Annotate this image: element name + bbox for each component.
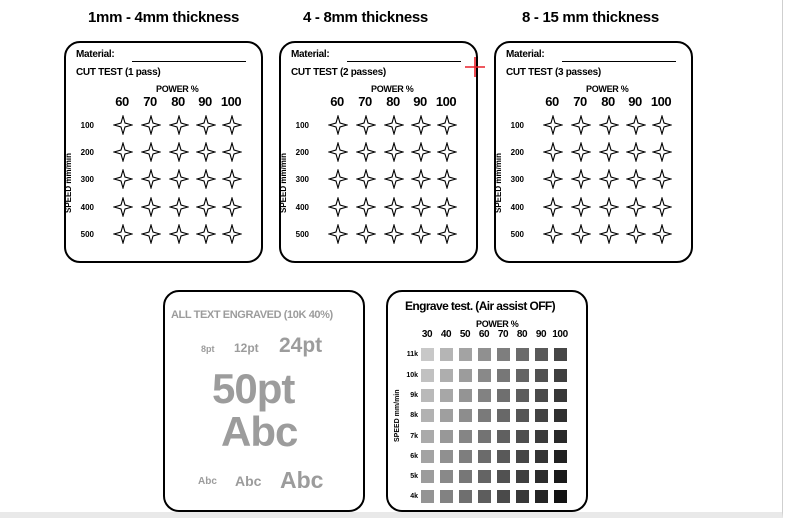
cut-star-icon [384,115,404,135]
engrave-swatch [554,430,567,443]
cut-star-icon [196,169,216,189]
cut-star-icon [652,115,672,135]
engrave-swatch [459,490,472,503]
cut-star-icon [196,115,216,135]
cut-star-icon [356,142,376,162]
cut-star-icon [356,197,376,217]
power-value: 100 [435,94,457,109]
engrave-swatch [516,369,529,382]
title-8-15mm: 8 - 15 mm thickness [522,9,659,26]
speed-value: 500 [80,230,94,239]
speed-value: 200 [295,148,309,157]
engrave-swatch [535,450,548,463]
cut-star-icon [384,169,404,189]
material-label: Material: [506,49,545,60]
engrave-swatch [535,490,548,503]
engrave-power-value: 100 [552,329,568,340]
cut-test-card-1 [64,41,263,263]
engrave-power-value: 40 [440,329,452,340]
engrave-swatch [459,450,472,463]
title-4-8mm: 4 - 8mm thickness [303,9,428,26]
crosshair-marker-icon[interactable] [464,56,486,78]
cut-star-icon [328,197,348,217]
engrave-swatch [421,490,434,503]
cut-star-icon [356,115,376,135]
cut-star-icon [437,142,457,162]
engrave-speed-value: 5k [410,473,418,480]
material-underline [347,61,461,62]
speed-value: 200 [80,148,94,157]
speed-axis-label: SPEED mm/min [279,152,288,213]
engrave-power-value: 50 [459,329,471,340]
engrave-swatch [421,369,434,382]
engrave-power-value: 90 [535,329,547,340]
cut-star-icon [571,224,591,244]
cut-star-icon [328,224,348,244]
engrave-swatch [440,430,453,443]
cut-star-icon [196,224,216,244]
cut-star-icon [437,197,457,217]
power-value: 70 [573,94,587,109]
cut-star-icon [626,142,646,162]
engrave-swatch [516,430,529,443]
speed-value: 200 [510,148,524,157]
cut-star-icon [113,197,133,217]
cut-test-card-3 [494,41,693,263]
power-label: POWER % [586,84,629,94]
cut-star-icon [571,142,591,162]
cut-star-icon [411,115,431,135]
speed-value: 500 [510,230,524,239]
cut-test-card-2 [279,41,478,263]
engrave-swatch [478,409,491,422]
engrave-swatch [440,409,453,422]
engrave-test-card [386,290,588,512]
cut-star-icon [437,115,457,135]
power-value: 60 [330,94,344,109]
cut-star-icon [652,142,672,162]
engrave-swatch [478,470,491,483]
cut-star-icon [543,224,563,244]
cut-star-icon [169,224,189,244]
cut-star-icon [222,197,242,217]
cut-star-icon [652,224,672,244]
engrave-speed-axis-label: SPEED mm/min [394,389,401,442]
cut-star-icon [384,224,404,244]
speed-value: 300 [80,175,94,184]
power-value: 80 [601,94,615,109]
cut-star-icon [356,224,376,244]
engrave-swatch [516,450,529,463]
cut-star-icon [113,142,133,162]
cut-star-icon [411,197,431,217]
engrave-swatch [421,348,434,361]
cut-star-icon [169,115,189,135]
cut-star-icon [543,115,563,135]
text-card-heading: ALL TEXT ENGRAVED (10K 40%) [171,309,333,321]
engrave-swatch [459,470,472,483]
material-underline [562,61,676,62]
cut-star-icon [652,197,672,217]
engrave-swatch [459,409,472,422]
cut-star-icon [571,115,591,135]
engrave-power-label: POWER % [476,319,519,329]
cut-star-icon [626,169,646,189]
engrave-swatch [478,348,491,361]
engrave-swatch [421,470,434,483]
sample-50pt: 50pt [212,365,295,412]
engrave-swatch [440,389,453,402]
engrave-swatch [516,389,529,402]
speed-value: 300 [510,175,524,184]
engrave-swatch [516,470,529,483]
sample-abc-small-2: Abc [235,473,262,489]
cut-star-icon [599,224,619,244]
sample-abc-large: Abc [221,408,298,455]
cut-star-icon [328,142,348,162]
engrave-speed-value: 9k [410,392,418,399]
engrave-speed-value: 4k [410,493,418,500]
cut-star-icon [222,115,242,135]
cut-star-icon [599,115,619,135]
engrave-swatch [554,389,567,402]
sample-8pt: 8pt [201,344,215,354]
sample-12pt: 12pt [234,341,259,355]
engrave-swatch [421,450,434,463]
engrave-swatch [440,450,453,463]
engrave-swatch [440,369,453,382]
cut-star-icon [652,169,672,189]
cut-star-icon [141,224,161,244]
material-underline [132,61,246,62]
engrave-swatch [497,389,510,402]
cut-star-icon [169,197,189,217]
speed-value: 400 [295,203,309,212]
cut-star-icon [222,142,242,162]
engrave-swatch [440,470,453,483]
cut-star-icon [141,169,161,189]
cut-star-icon [384,197,404,217]
power-value: 70 [143,94,157,109]
cut-star-icon [196,142,216,162]
engrave-swatch [516,409,529,422]
cut-star-icon [599,197,619,217]
power-value: 100 [220,94,242,109]
engrave-power-value: 80 [516,329,528,340]
cut-star-icon [626,115,646,135]
title-1-4mm: 1mm - 4mm thickness [88,9,240,26]
engrave-swatch [535,369,548,382]
engrave-swatch [478,369,491,382]
cut-star-icon [599,169,619,189]
speed-axis-label: SPEED mm/min [494,152,503,213]
engrave-swatch [535,409,548,422]
cut-star-icon [543,142,563,162]
engrave-speed-value: 8k [410,412,418,419]
sample-24pt: 24pt [279,334,323,357]
engrave-swatch [554,409,567,422]
engrave-swatch [554,450,567,463]
text-engrave-card [163,290,365,512]
power-label: POWER % [156,84,199,94]
engrave-heading: Engrave test. (Air assist OFF) [405,299,556,313]
speed-value: 100 [80,121,94,130]
cut-star-icon [141,197,161,217]
engrave-swatch [497,409,510,422]
engrave-swatch [535,389,548,402]
speed-value: 400 [80,203,94,212]
speed-axis-label: SPEED mm/min [64,152,73,213]
speed-value: 100 [510,121,524,130]
engrave-swatch [459,348,472,361]
engrave-swatch [497,450,510,463]
cut-star-icon [384,142,404,162]
engrave-swatch [459,430,472,443]
cut-star-icon [626,224,646,244]
engrave-power-value: 70 [497,329,509,340]
cut-test-label: CUT TEST (3 passes) [506,67,601,78]
power-value: 60 [115,94,129,109]
engrave-swatch [421,409,434,422]
engrave-swatch [497,490,510,503]
engrave-swatch [554,348,567,361]
power-value: 70 [358,94,372,109]
cut-star-icon [356,169,376,189]
engrave-power-value: 60 [478,329,490,340]
engrave-swatch [554,369,567,382]
cut-star-icon [571,197,591,217]
cut-star-icon [437,224,457,244]
engrave-swatch [554,470,567,483]
cut-star-icon [543,169,563,189]
cut-star-icon [222,169,242,189]
engrave-swatch [440,348,453,361]
engrave-speed-value: 6k [410,453,418,460]
cut-test-label: CUT TEST (1 pass) [76,67,161,78]
sample-abc-small-3: Abc [280,467,324,493]
power-value: 90 [628,94,642,109]
cut-star-icon [571,169,591,189]
power-value: 100 [650,94,672,109]
power-value: 80 [386,94,400,109]
cut-star-icon [437,169,457,189]
engrave-swatch [421,430,434,443]
engrave-speed-value: 10k [406,372,418,379]
power-value: 90 [413,94,427,109]
cut-star-icon [626,197,646,217]
cut-star-icon [411,142,431,162]
speed-value: 100 [295,121,309,130]
engrave-swatch [459,389,472,402]
engrave-swatch [478,450,491,463]
engrave-swatch [535,348,548,361]
cut-star-icon [599,142,619,162]
engrave-swatch [478,389,491,402]
sample-abc-small-1: Abc [198,476,217,487]
cut-star-icon [196,197,216,217]
engrave-swatch [478,490,491,503]
speed-value: 400 [510,203,524,212]
cut-star-icon [169,142,189,162]
engrave-swatch [516,348,529,361]
material-label: Material: [76,49,115,60]
engrave-swatch [497,430,510,443]
power-value: 60 [545,94,559,109]
cut-star-icon [141,142,161,162]
engrave-swatch [497,470,510,483]
engrave-swatch [535,470,548,483]
cut-star-icon [411,224,431,244]
engrave-swatch [497,369,510,382]
engrave-speed-value: 7k [410,433,418,440]
engrave-speed-value: 11k [406,351,418,358]
cut-star-icon [113,115,133,135]
engrave-swatch [478,430,491,443]
cut-star-icon [328,115,348,135]
engrave-swatch [535,430,548,443]
speed-value: 300 [295,175,309,184]
power-label: POWER % [371,84,414,94]
cut-star-icon [169,169,189,189]
engrave-swatch [554,490,567,503]
cut-star-icon [543,197,563,217]
cut-test-label: CUT TEST (2 passes) [291,67,386,78]
engrave-swatch [421,389,434,402]
engrave-swatch [459,369,472,382]
engrave-swatch [497,348,510,361]
cut-star-icon [222,224,242,244]
engrave-swatch [516,490,529,503]
cut-star-icon [141,115,161,135]
cut-star-icon [411,169,431,189]
engrave-power-value: 30 [421,329,433,340]
power-value: 80 [171,94,185,109]
speed-value: 500 [295,230,309,239]
power-value: 90 [198,94,212,109]
engrave-swatch [440,490,453,503]
cut-star-icon [328,169,348,189]
cut-star-icon [113,169,133,189]
cut-star-icon [113,224,133,244]
material-label: Material: [291,49,330,60]
